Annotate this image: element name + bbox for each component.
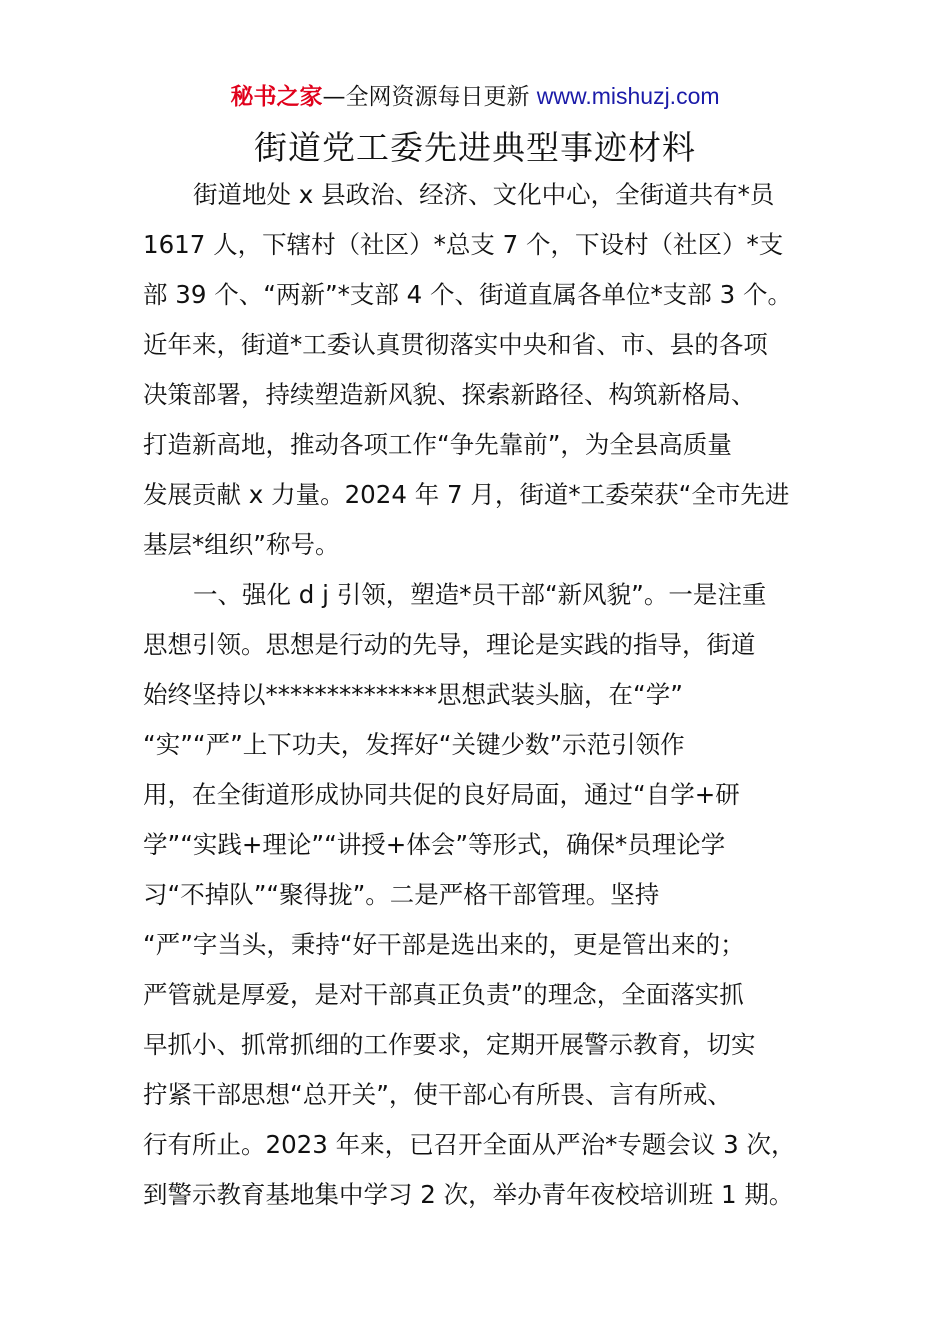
text-line: 行有所止。2023 年来，已召开全面从严治*专题会议 3 次，: [143, 1130, 796, 1159]
text-line: 发展贡献 x 力量。2024 年 7 月，街道*工委荣获“全市先进: [143, 480, 790, 509]
text-line: 打造新高地，推动各项工作“争先靠前”，为全县高质量: [143, 430, 732, 459]
text-line: “严”字当头，秉持“好干部是选出来的，更是管出来的；: [143, 930, 745, 959]
paragraph-section-one: [143, 570, 808, 1220]
text-line: 街道地处 x 县政治、经济、文化中心，全街道共有*员: [193, 180, 775, 209]
text-line: 拧紧干部思想“总开关”，使干部心有所畏、言有所戒、: [143, 1080, 732, 1109]
text-line: 1617 人，下辖村（社区）*总支 7 个，下设村（社区）*支: [143, 230, 784, 259]
site-brand: 秘书之家: [230, 84, 323, 110]
text-line: 严管就是厚爱，是对干部真正负责”的理念，全面落实抓: [143, 980, 744, 1009]
text-line: 到警示教育基地集中学习 2 次，举办青年夜校培训班 1 期。: [143, 1180, 794, 1209]
paragraph-intro: [143, 170, 808, 570]
document-body: [143, 170, 808, 1220]
text-line: 基层*组织”称号。: [143, 530, 340, 559]
site-url-link[interactable]: www.mishuzj.com: [536, 83, 720, 109]
text-line: 用，在全街道形成协同共促的良好局面，通过“自学+研: [143, 780, 740, 809]
site-slogan: —全网资源每日更新: [322, 84, 530, 110]
text-line: 近年来，街道*工委认真贯彻落实中央和省、市、县的各项: [143, 330, 768, 359]
text-line: 学”“实践+理论”“讲授+体会”等形式，确保*员理论学: [143, 830, 726, 859]
text-line: 习“不掉队”“聚得拢”。二是严格干部管理。坚持: [143, 880, 660, 909]
text-line: 决策部署，持续塑造新风貌、探索新路径、构筑新格局、: [143, 380, 756, 409]
text-line: 早抓小、抓常抓细的工作要求，定期开展警示教育，切实: [143, 1030, 756, 1059]
text-line: “实”“严”上下功夫，发挥好“关键少数”示范引领作: [143, 730, 685, 759]
site-header: [0, 80, 950, 113]
text-line: 思想引领。思想是行动的先导，理论是实践的指导，街道: [143, 630, 756, 659]
document-title: 街道党工委先进典型事迹材料: [254, 128, 696, 167]
text-line: 始终坚持以**************思想武装头脑，在“学”: [143, 680, 683, 709]
text-line: 一、强化 d j 引领，塑造*员干部“新风貌”。一是注重: [193, 580, 767, 609]
text-line: 部 39 个、“两新”*支部 4 个、街道直属各单位*支部 3 个。: [143, 280, 792, 309]
